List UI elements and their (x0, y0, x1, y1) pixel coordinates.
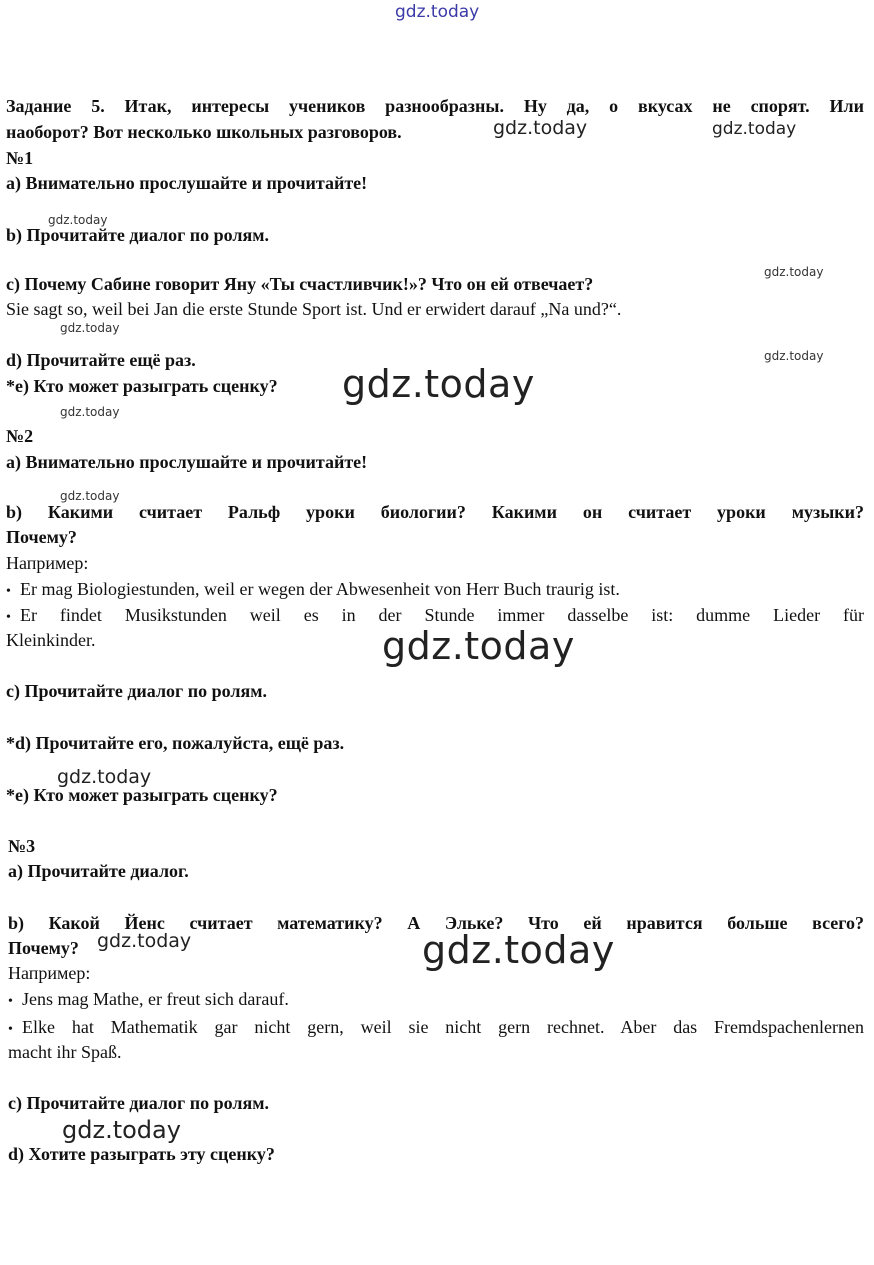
section-3-item-c: c) Прочитайте диалог по ролям. (8, 1093, 269, 1113)
watermark: gdz.today (62, 1116, 181, 1144)
section-1-answer-c: Sie sagt so, weil bei Jan die erste Stunde Sport ist. Und er erwidert darauf „Na und?“. (6, 299, 622, 319)
watermark: gdz.today (60, 489, 120, 503)
section-1-number: №1 (6, 148, 34, 168)
watermark: gdz.today (764, 349, 824, 363)
section-3-item-a: a) Прочитайте диалог. (8, 861, 189, 881)
watermark-large: gdz.today (342, 362, 535, 406)
section-2-bullet-2-line-2: Kleinkinder. (6, 630, 96, 650)
watermark: gdz.today (764, 265, 824, 279)
section-1-item-a: a) Внимательно прослушайте и прочитайте! (6, 173, 368, 193)
section-1-item-c: c) Почему Сабине говорит Яну «Ты счастливчик!»? Что он ей отвечает? (6, 274, 594, 294)
section-3-bullet-2-line-2: macht ihr Spaß. (8, 1042, 122, 1062)
section-1-item-e: *e) Кто может разыграть сценку? (6, 376, 278, 396)
section-2-bullet-1: • Er mag Biologiestunden, weil er wegen der Abwesenheit von Herr Buch traurig ist. (6, 577, 864, 604)
section-3-bullet-1: • Jens mag Mathe, er freut sich darauf. (8, 987, 866, 1014)
watermark-large: gdz.today (382, 624, 575, 668)
watermark-large: gdz.today (422, 928, 615, 972)
section-3-bullet-2-line-1: • Elke hat Mathematik gar nicht gern, weil sie nicht gern rechnet. Aber das Fremdspachenlernen (8, 1015, 864, 1042)
section-1-item-d: d) Прочитайте ещё раз. (6, 350, 196, 370)
section-2-number: №2 (6, 426, 34, 446)
watermark: gdz.today (48, 213, 108, 227)
task-title-line-1: Задание 5. Итак, интересы учеников разнообразны. Ну да, о вкусах не спорят. Или (6, 96, 864, 116)
watermark: gdz.today (97, 930, 192, 952)
watermark: gdz.today (57, 766, 152, 788)
section-3-item-b-line-1: b) Какой Йенс считает математику? А Эльке? Что ей нравится больше всего? (8, 913, 864, 933)
task-title-line-2: наоборот? Вот несколько школьных разговоров. (6, 122, 402, 142)
section-2-item-d: *d) Прочитайте его, пожалуйста, ещё раз. (6, 733, 345, 753)
section-2-item-e: *e) Кто может разыграть сценку? (6, 785, 278, 805)
section-3-example-label: Например: (8, 963, 91, 983)
watermark: gdz.today (493, 117, 588, 139)
watermark: gdz.today (60, 405, 120, 419)
section-2-item-c: c) Прочитайте диалог по ролям. (6, 681, 267, 701)
section-2-item-b-line-2: Почему? (6, 527, 77, 547)
section-3-item-d: d) Хотите разыграть эту сценку? (8, 1144, 275, 1164)
watermark: gdz.today (712, 119, 797, 139)
watermark: gdz.today (60, 321, 120, 335)
section-2-bullet-2-line-1: • Er findet Musikstunden weil es in der Stunde immer dasselbe ist: dumme Lieder für (6, 603, 864, 630)
section-1-item-b: b) Прочитайте диалог по ролям. (6, 225, 269, 245)
section-2-example-label: Например: (6, 553, 89, 573)
section-2-item-b-line-1: b) Какими считает Ральф уроки биологии? Какими он считает уроки музыки? (6, 502, 864, 522)
section-2-item-a: a) Внимательно прослушайте и прочитайте! (6, 452, 368, 472)
section-3-number: №3 (8, 836, 36, 856)
section-3-item-b-line-2: Почему? (8, 938, 79, 958)
watermark-top: gdz.today (395, 2, 480, 22)
